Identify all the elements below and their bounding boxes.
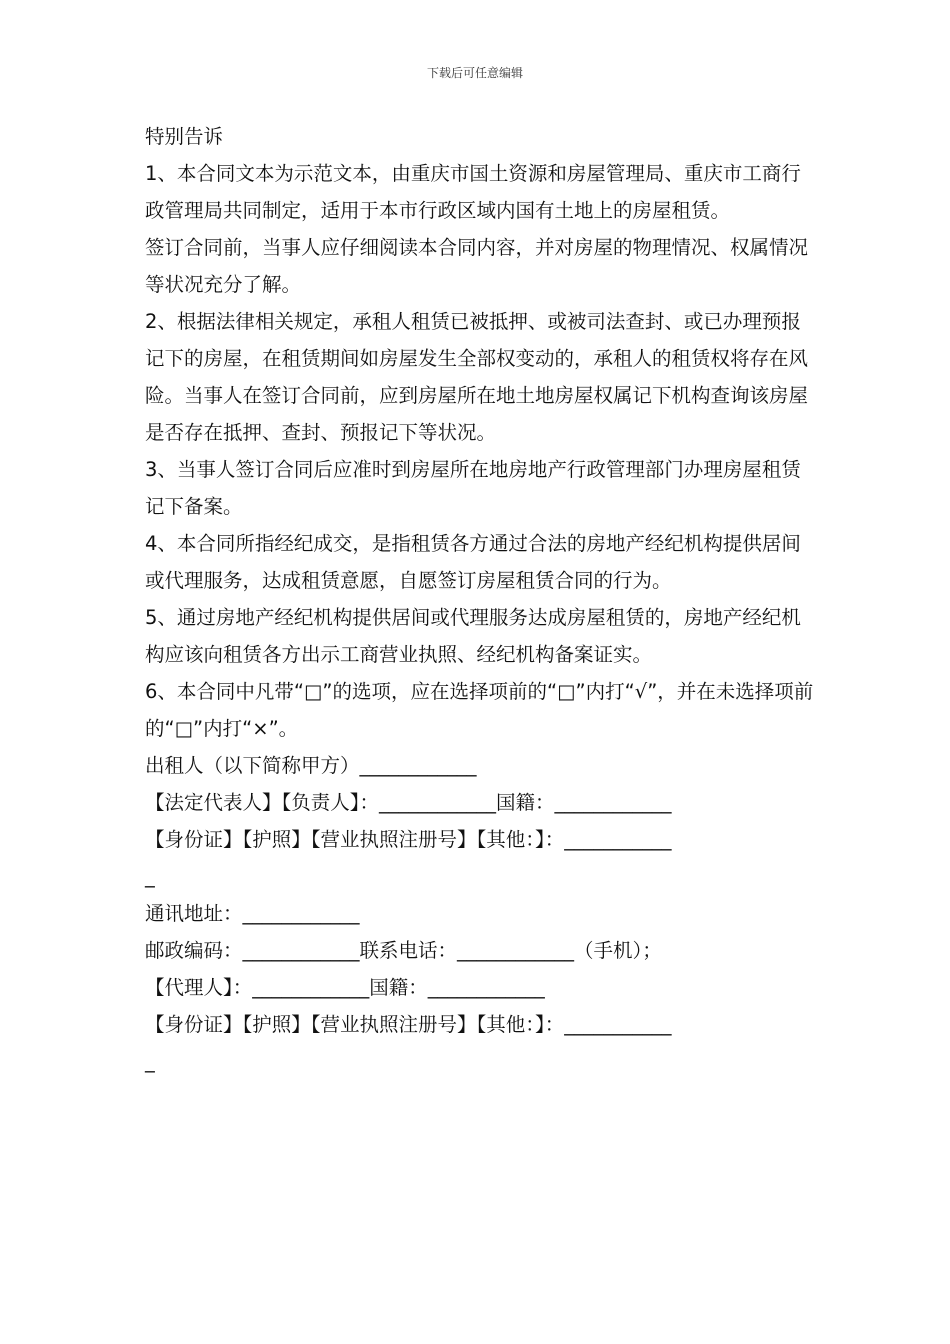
page-header: 下载后可任意编辑 — [426, 66, 523, 80]
document-body — [145, 118, 815, 1080]
lessor-id-line: 【身份证】【护照】【营业执照注册号】【其他：】：___________ — [145, 828, 672, 851]
notice-paragraph-5: 5、通过房地产经纪机构提供居间或代理服务达成房屋租赁的，房地产经纪机构应该向租赁各方出示工商营业执照、经纪机构备案证实。 — [145, 606, 801, 666]
lessor-line: 出租人（以下简称甲方）____________ — [145, 754, 477, 777]
postal-phone-line: 邮政编码：____________联系电话：____________（手机）； — [145, 939, 662, 962]
notice-paragraph-4: 4、本合同所指经纪成交，是指租赁各方通过合法的房地产经纪机构提供居间或代理服务，达成租赁意愿，自愿签订房屋租赁合同的行为。 — [145, 532, 801, 592]
notice-paragraph-1: 1、本合同文本为示范文本，由重庆市国土资源和房屋管理局、重庆市工商行政管理局共同制定，适用于本市行政区域内国有土地上的房屋租赁。 — [145, 162, 801, 222]
lessor-id-blank-cont: _ — [145, 865, 155, 888]
address-line: 通讯地址：____________ — [145, 902, 360, 925]
agent-line: 【代理人】：____________国籍：____________ — [145, 976, 545, 999]
legal-rep-line: 【法定代表人】【负责人】：____________国籍：____________ — [145, 791, 672, 814]
notice-paragraph-3: 3、当事人签订合同后应准时到房屋所在地房地产行政管理部门办理房屋租赁记下备案。 — [145, 458, 801, 518]
notice-paragraph-1b: 签订合同前，当事人应仔细阅读本合同内容，并对房屋的物理情况、权属情况等状况充分了解。 — [145, 236, 809, 296]
notice-paragraph-2: 2、根据法律相关规定，承租人租赁已被抵押、或被司法查封、或已办理预报记下的房屋，在租赁期间如房屋发生全部权变动的，承租人的租赁权将存在风险。当事人在签订合同前，应到房屋所在地土地房屋权属记下机构查询该房屋是否存在抵押、查封、预报记下等状况。 — [145, 310, 809, 444]
notice-paragraph-6: 6、本合同中凡带“□”的选项，应在选择项前的“□”内打“√”，并在未选择项前的“□”内打“×”。 — [145, 680, 814, 740]
section-title: 特别告诉 — [145, 125, 224, 148]
agent-id-blank-cont: _ — [145, 1050, 155, 1073]
agent-id-line: 【身份证】【护照】【营业执照注册号】【其他：】：___________ — [145, 1013, 672, 1036]
